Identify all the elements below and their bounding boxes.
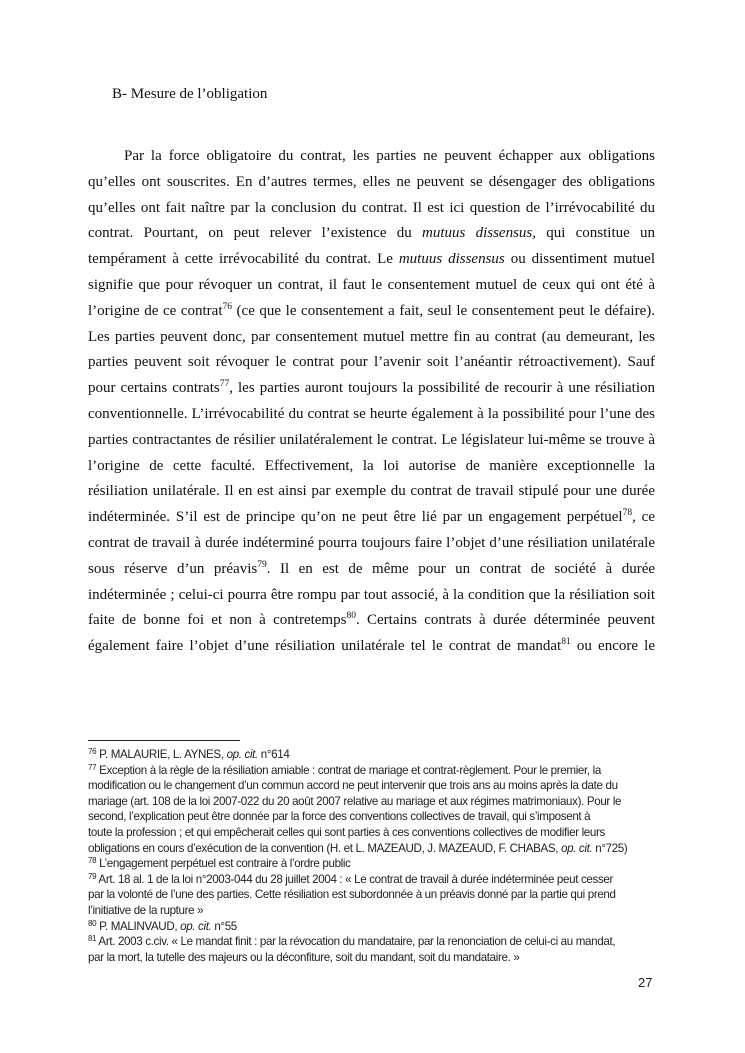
text-run: faite de bonne foi et non à contretemps <box>88 612 347 629</box>
text-run: Art. 2003 c.civ. « Le mandat finit : par la révocation du mandataire, par la renonciation de celui-ci au mandat, <box>96 935 616 949</box>
text-run: obligations en cours d’exécution de la convention (H. et L. MAZEAUD, J. MAZEAUD, F. CHABAS, <box>88 841 561 855</box>
footnote-line <box>88 841 658 857</box>
footnote-line <box>88 934 658 950</box>
body-line <box>88 247 655 273</box>
body-paragraph <box>88 144 655 660</box>
footnote-line <box>88 825 658 841</box>
text-run: modification ou le changement d’un commun accord ne peut intervenir que trois ans au moins après la date du <box>88 779 618 793</box>
body-line <box>88 428 655 454</box>
footnote-line <box>88 872 658 888</box>
footnote-ref: 80 <box>88 918 97 928</box>
text-run: , qui constitue un <box>532 225 656 242</box>
text-run: résiliation unilatérale. Il en est ainsi par exemple du contrat de travail stipulé pour une durée <box>88 483 655 500</box>
body-line <box>88 608 655 634</box>
text-run: , les parties auront toujours la possibilité de recourir à une résiliation <box>229 380 655 397</box>
body-line <box>88 557 655 583</box>
text-run: conventionnelle. L’irrévocabilité du contrat se heurte également à la possibilité pour l’une des <box>88 405 655 422</box>
text-run: second, l’explication peut être donnée par la force des conventions collectives de travail, qui s’imposent à <box>88 810 591 824</box>
footnotes <box>88 747 658 965</box>
body-line <box>88 170 655 196</box>
text-run: mariage (art. 108 de la loi 2007-022 du 20 août 2007 relative au mariage et aux régimes matrimoniaux). Pour le <box>88 794 622 808</box>
emphasis-text: op. cit. <box>226 748 258 761</box>
text-run: ou dissentiment mutuel <box>504 251 656 268</box>
text-run: pour certains contrats <box>88 380 220 397</box>
text-run: n°55 <box>211 919 237 933</box>
body-line <box>88 531 655 557</box>
emphasis-text: op. cit. <box>560 841 593 855</box>
text-run: tempérament à cette irrévocabilité du contrat. Le <box>88 251 399 268</box>
body-line <box>88 479 655 505</box>
body-line <box>88 505 655 531</box>
footnote-ref: 79 <box>257 559 267 570</box>
footnote-line <box>88 794 658 810</box>
emphasis-text: op. cit. <box>180 919 212 933</box>
page-number: 27 <box>638 975 653 990</box>
text-run: contrat de travail à durée indéterminé pourra toujours faire l’objet d’une résiliation unilatérale <box>88 534 655 551</box>
body-line <box>88 144 655 170</box>
footnote-ref: 80 <box>346 611 356 622</box>
text-run: ou encore le <box>570 638 655 655</box>
section-heading: B- Mesure de l’obligation <box>112 86 268 102</box>
text-run: par la mort, la tutelle des majeurs ou la déconfiture, soit du mandant, soit du mandataire. » <box>88 950 520 964</box>
footnote-line <box>88 950 658 966</box>
text-run: Exception à la règle de la résiliation amiable : contrat de mariage et contrat-règlement. Pour le premier, la <box>96 763 601 777</box>
text-run: parties contractantes de résilier unilatéralement le contrat. Le législateur lui-même se trouve à <box>88 431 655 448</box>
footnote-ref: 77 <box>88 762 97 772</box>
footnote-line <box>88 903 658 919</box>
text-run: l’initiative de la rupture » <box>88 903 204 917</box>
text-run: P. MALAURIE, L. AYNES, <box>96 748 227 761</box>
text-run: l’origine de cette faculté. Effectivement, la loi autorise de manière exceptionnelle la <box>88 457 655 474</box>
body-line <box>88 402 655 428</box>
text-run: , ce <box>632 509 655 526</box>
text-run: . Certains contrats à durée déterminée peuvent <box>355 612 655 629</box>
footnote-ref: 81 <box>561 637 571 648</box>
text-run: qu’elles ont souscrites. En d’autres termes, elles ne peuvent se désengager des obligations <box>88 173 655 190</box>
text-run: n°614 <box>257 748 290 761</box>
text-run: indéterminée. S’il est de principe qu’on ne peut être lié par un engagement perpétuel <box>88 509 623 526</box>
text-run: Les parties peuvent donc, par consentement mutuel mettre fin au contrat (au demeurant, les <box>88 328 655 345</box>
footnote-ref: 78 <box>88 856 97 866</box>
text-run: toute la profession ; et qui empêcherait celles qui sont parties à ces conventions collectives de modifier leurs <box>88 825 605 839</box>
body-line <box>88 221 655 247</box>
text-run: Par la force obligatoire du contrat, les parties ne peuvent échapper aux obligations <box>124 148 655 164</box>
body-line <box>88 350 655 376</box>
footnote-line <box>88 809 658 825</box>
text-run: également faire l’objet d’une résiliation unilatérale tel le contrat de mandat <box>88 638 562 655</box>
text-run: parties peuvent soit révoquer le contrat pour l’avenir soit l’anéantir rétroactivement). Sauf <box>88 354 655 371</box>
text-run: indéterminée ; celui-ci pourra être rompu par tout associé, à la condition que la résiliation soit <box>88 586 655 603</box>
text-run: sous réserve d’un préavis <box>88 560 258 577</box>
footnote-ref: 81 <box>88 934 97 944</box>
body-line <box>88 325 655 351</box>
text-run: Art. 18 al. 1 de la loi n°2003-044 du 28 juillet 2004 : « Le contrat de travail à durée indéterminée peut cesser <box>96 872 613 886</box>
text-run: . Il en est de même pour un contrat de société à durée <box>266 560 656 577</box>
text-run: qu’elles ont fait naître par la conclusion du contrat. Il est ici question de l’irrévocabilité du <box>88 199 655 216</box>
text-run: P. MALINVAUD, <box>96 919 181 933</box>
footnote-line <box>88 887 658 903</box>
text-run: n°725) <box>592 841 628 855</box>
footnote-ref: 79 <box>88 871 97 881</box>
footnote-line <box>88 919 658 935</box>
text-run: L’engagement perpétuel est contraire à l’ordre public <box>96 857 351 871</box>
text-run: contrat. Pourtant, on peut relever l’existence du <box>88 225 422 242</box>
footnote-ref: 76 <box>222 301 232 312</box>
footnote-line <box>88 763 658 779</box>
body-line <box>88 196 655 222</box>
body-line <box>88 376 655 402</box>
footnote-line <box>88 747 658 763</box>
text-run: signifie que pour révoquer un contrat, il faut le consentement mutuel de ceux qui ont été à <box>88 276 655 293</box>
body-line <box>88 299 655 325</box>
body-line <box>88 454 655 480</box>
text-run: l’origine de ce contrat <box>88 302 223 319</box>
footnote-ref: 77 <box>219 379 230 390</box>
footnote-line <box>88 856 658 872</box>
emphasis-text: mutuus dissensus <box>398 251 505 268</box>
body-line <box>88 273 655 299</box>
emphasis-text: mutuus dissensus <box>422 225 533 242</box>
body-line <box>88 583 655 609</box>
footnote-ref: 76 <box>88 747 97 756</box>
text-run: par la volonté de l’une des parties. Cette résiliation est subordonnée à un préavis donné par la partie qui prend <box>88 888 616 902</box>
footnote-ref: 78 <box>622 508 633 519</box>
text-run: (ce que le consentement a fait, seul le consentement peut le défaire). <box>231 302 655 319</box>
body-line <box>88 634 655 660</box>
footnote-separator <box>88 740 240 741</box>
footnote-line <box>88 778 658 794</box>
